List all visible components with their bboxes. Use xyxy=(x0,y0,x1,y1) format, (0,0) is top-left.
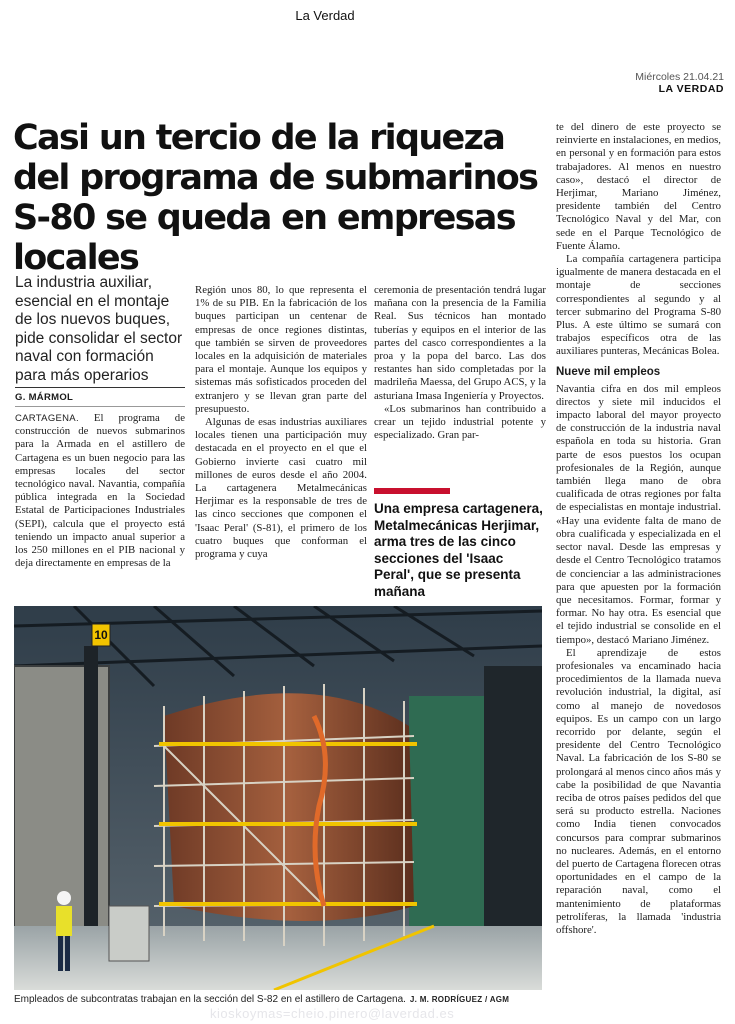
issue-date: Miércoles 21.04.21 xyxy=(635,71,724,83)
source-label: La Verdad xyxy=(295,8,355,23)
body-paragraph: «Los submarinos han contribuido a crear un tejido industrial potente y especializado. Gran par- xyxy=(374,402,546,442)
caption-text: Empleados de subcontratas trabajan en la sección del S-82 en el astillero de Cartagena. xyxy=(14,994,406,1005)
section-heading: Nueve mil empleos xyxy=(556,365,661,378)
byline: G. MÁRMOL xyxy=(15,392,74,403)
body-paragraph: La compañía cartagenera participa igualmente de manera destacada en el montaje de secciones correspondientes al segundo y al tercer submarino del Programa S-80 Plus. A este último se sumará con trabajos específicos otra de las auxiliares punteras, Mecánicas Bolea. xyxy=(556,253,721,358)
bay-number-sign: 10 xyxy=(94,628,108,642)
photo-credit: J. M. RODRÍGUEZ / AGM xyxy=(409,995,510,1004)
article-headline: Casi un tercio de la riqueza del programa de submarinos S-80 se queda en empresas locales xyxy=(13,118,538,278)
photo-caption xyxy=(14,994,554,1005)
byline-divider xyxy=(15,387,185,388)
byline-divider-bottom xyxy=(15,406,185,407)
body-paragraph: ceremonia de presentación tendrá lugar mañana con la presencia de la Familia Real. Sus técnicos han montado tuberías y equipos en el interior de las partes del casco correspondientes a la proa y la popa del barco. Las dos restantes han sido completadas por la madrileña Maessa, del Grupo ACS, y la asturiana Imasa Ingeniería y Proyectos. xyxy=(374,284,546,402)
dateline-place: CARTAGENA. xyxy=(15,413,79,424)
body-column-2 xyxy=(195,284,367,561)
body-column-4 xyxy=(556,121,721,937)
shipyard-photo xyxy=(14,606,542,990)
body-paragraph xyxy=(15,412,185,570)
body-paragraph: Navantia cifra en dos mil empleos directos y siete mil inducidos el impacto laboral del mayor proyecto de construcción de la industria naval española en toda su historia. Gran parte de esos puestos los ocupan profesionales de la Región, aunque también llega mano de obra cualificada de otras regiones por falta de especialistas en montaje industrial. «Hay una evidente falta de mano de obra cualificada y especializada en el sector naval. Desde las empresas y desde el Centro Tecnológico tratamos de concienciar a las administraciones para que apuesten por la formación que necesitamos. Formar, formar y formar. No hay otra. Es esencial que el tejido industrial se consolide en el tiempo», destacó Mariano Jiménez. xyxy=(556,382,721,646)
body-column-3 xyxy=(374,284,546,442)
pullquote: Una empresa cartagenera, Metalmecánicas Herjimar, arma tres de las cinco secciones del 'Isaac Peral', que se presenta mañana xyxy=(374,501,543,599)
body-paragraph: Algunas de esas industrias auxiliares locales tienen una participación muy destacada en el proyecto en el que el Gobierno invierte casi cuatro mil millones de euros desde el año 2004. La cartagenera Metalmecánicas Herjimar es la responsable de tres de las cinco secciones que componen el 'Isaac Peral' (S-81), el primero de los cuatro buques que conforman el programa y cuya xyxy=(195,416,367,561)
publication-name: LA VERDAD xyxy=(658,83,724,95)
body-paragraph: El aprendizaje de estos profesionales va encaminado hacia procedimientos de la llamada nueva revolución industrial, la digital, así como al manejo de novedosos equipos. Es un campo con un largo recorrido por delante, según el presidente del Centro Tecnológico Naval. La fabricación de los S-80 se prolongará al menos cinco años más y cabe la posibilidad de que Navantia reciba de otros países pedidos del que será su producto estrella. Naciones como India tienen convocados concursos para comprar submarinos no nucleares. Además, en el entorno del puerto de Cartagena florecen otras oportunidades en el campo de la reparación naval, como el mantenimiento de plataformas petrolíferas, la llamada 'industria offshore'. xyxy=(556,646,721,936)
body-paragraph: te del dinero de este proyecto se reinvierte en instalaciones, en medios, en personal y en formación para estos trabajadores. Al menos en nuestro caso», destacó el director de Herjimar, Mariano Jiménez, presidente también del Centro Tecnológico Naval y del Mar, con sede en el Parque Tecnológico de Fuente Álamo. xyxy=(556,121,721,252)
body-paragraph: Región unos 80, lo que representa el 1% de su PIB. En la fabricación de los buques participan un centenar de empresas de once regiones distintas, que también se sirven de proveedores locales en la adquisición de materiales para el montaje. Aunque los equipos y sistemas más sofisticados proceden del extranjero y se llevan gran parte del presupuesto. xyxy=(195,284,367,415)
body-text: El programa de construcción de nuevos submarinos para la Armada en el astillero de Cartagena es un buen negocio para las empresas locales del sector tecnológico naval. Navantia, compañía pública integrada en la Sociedad Estatal de Participaciones Industriales (SEPI), calcula que el proyecto está teniendo un impacto anual superior a los 250 millones en el PIB nacional y deja directamente en empresas de la xyxy=(15,412,185,570)
article-subhead: La industria auxiliar, esencial en el montaje de los nuevos buques, pide consolidar el sector naval con formación para más operarios xyxy=(15,274,183,384)
watermark: kioskoymas=cheio.pinero@laverdad.es xyxy=(210,1006,455,1021)
body-column-1 xyxy=(15,412,185,570)
pullquote-accent-bar xyxy=(374,488,450,494)
dateline xyxy=(635,71,724,95)
